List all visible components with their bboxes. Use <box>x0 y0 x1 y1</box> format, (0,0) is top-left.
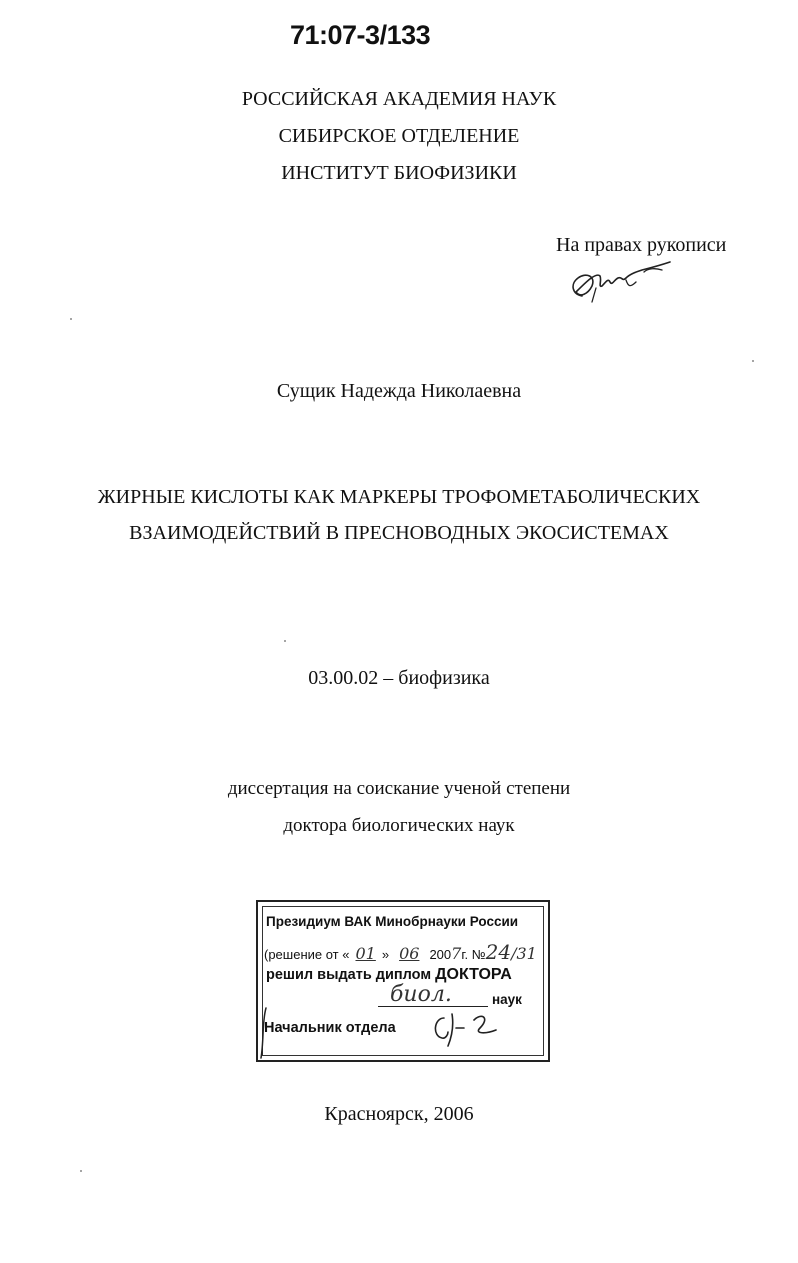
stamp-decision-line <box>264 940 537 964</box>
stamp-month: 06 <box>399 944 420 963</box>
stamp-decision-text <box>266 966 512 984</box>
org-institute: ИНСТИТУТ БИОФИЗИКИ <box>281 162 517 184</box>
stamp-number: 24 <box>485 940 512 964</box>
stamp-year-prefix: 200 <box>429 947 452 962</box>
catalog-code: 71:07-3/133 <box>290 20 431 50</box>
stamp-quote-close: » <box>381 947 390 962</box>
org-branch: СИБИРСКОЕ ОТДЕЛЕНИЕ <box>278 125 520 147</box>
stamp-head-signature <box>430 1006 510 1050</box>
vak-approval-stamp <box>256 900 550 1062</box>
stamp-decision-prefix: (решение от « <box>264 947 350 962</box>
degree-line-2: доктора биологических наук <box>283 815 515 836</box>
specialty-code: 03.00.02 – биофизика <box>308 667 490 689</box>
scan-speck <box>284 640 286 642</box>
thesis-title-line-2: ВЗАИМОДЕЙСТВИЙ В ПРЕСНОВОДНЫХ ЭКОСИСТЕМАХ <box>129 522 669 544</box>
stamp-field-handwritten: биол. <box>390 982 452 1007</box>
rights-note: На правах рукописи <box>556 234 727 256</box>
stamp-day: 01 <box>355 944 376 963</box>
place-and-year: Красноярск, 2006 <box>324 1103 474 1125</box>
stamp-margin-mark <box>258 1006 272 1062</box>
thesis-title-line-1: ЖИРНЫЕ КИСЛОТЫ КАК МАРКЕРЫ ТРОФОМЕТАБОЛИЧЕСКИХ <box>97 486 701 508</box>
scan-speck <box>80 1170 82 1172</box>
stamp-head-label: Начальник отдела <box>264 1020 396 1036</box>
author-signature <box>566 258 678 308</box>
scan-speck <box>70 318 72 320</box>
org-academy: РОССИЙСКАЯ АКАДЕМИЯ НАУК <box>241 88 557 110</box>
degree-line-1: диссертация на соискание ученой степени <box>227 778 571 799</box>
stamp-degree: ДОКТОРА <box>435 966 512 983</box>
stamp-year-digit: 7 <box>451 944 462 963</box>
stamp-presidium-line: Президиум ВАК Минобрнауки России <box>266 914 519 929</box>
stamp-number-suffix: /31 <box>511 944 537 963</box>
stamp-number-prefix: г. № <box>461 947 486 962</box>
stamp-diploma-text: решил выдать диплом <box>266 967 436 983</box>
scan-speck <box>752 360 754 362</box>
author-name: Сущик Надежда Николаевна <box>276 380 522 402</box>
stamp-field-suffix: наук <box>492 992 522 1007</box>
